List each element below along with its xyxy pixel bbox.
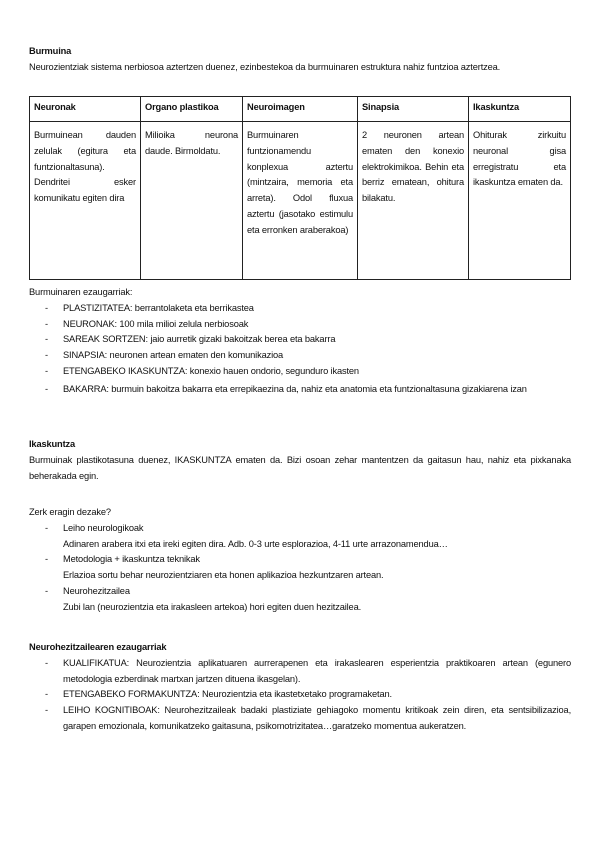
table-cell: Burmuinean dauden zelulak (egitura eta funtzionaltasuna). Dendritei esker komunikatu egiten dira [30, 122, 141, 280]
section-ezaugarriak [29, 285, 571, 398]
item-desc: Erlazioa sortu behar neurozientziaren eta honen aplikazioa hezkuntzaren artean. [63, 570, 384, 581]
item-label: - Neurohezitzailea [63, 585, 130, 596]
list-item: - SINAPSIA: neuronen artean ematen den komunikazioa [29, 348, 571, 364]
table-cell: 2 neuronen artean ematen den konexio elektrokimikoa. Behin eta berriz ematean, ohitura bilakatu. [358, 122, 469, 280]
table-cell: Ohiturak zirkuitu neuronal gisa erregistratu eta ikaskuntza ematen da. [469, 122, 571, 280]
list-item: - PLASTIZITATEA: berrantolaketa eta berrikastea [29, 301, 571, 317]
heading-zerk: Zerk eragin dezake? [29, 507, 111, 517]
item-desc: Adinaren arabera itxi eta ireki egiten dira. Adb. 0-3 urte esplorazioa, 4-11 urte arrazonamendua… [63, 538, 448, 549]
ezaugarriak-list [29, 301, 571, 398]
table-header: Neuronak [30, 97, 141, 122]
list-item: - SAREAK SORTZEN: jaio aurretik gizaki bakoitzak berea eta bakarra [29, 332, 571, 348]
table-header-row [30, 97, 571, 122]
zerk-list [29, 521, 571, 616]
table-header: Sinapsia [358, 97, 469, 122]
brain-table [29, 96, 571, 280]
list-item [29, 584, 571, 616]
list-item: - BAKARRA: burmuin bakoitza bakarra eta errepikaezina da, nahiz eta anatomia eta funtzionaltasuna gizakiarena izan [29, 382, 571, 398]
list-item: - ETENGABEKO IKASKUNTZA: konexio hauen ondorio, segunduro ikasten [29, 364, 571, 380]
table-row [30, 122, 571, 280]
list-item: - KUALIFIKATUA: Neurozientzia aplikatuaren aurrerapenen eta irakaslearen esperientzia praktikoaren artean (egunero metodologia ezberdinak martxan jartzen dituena ikasgelan). [29, 656, 571, 688]
list-item: - ETENGABEKO FORMAKUNTZA: Neurozientzia eta ikastetxetako programaketan. [29, 687, 571, 703]
table-header: Organo plastikoa [141, 97, 243, 122]
heading-burmuina: Burmuina [29, 46, 72, 56]
item-label: - Leiho neurologikoak [63, 522, 144, 533]
section-burmuina [29, 44, 571, 76]
table-header: Neuroimagen [243, 97, 358, 122]
heading-ezaugarriak: Burmuinaren ezaugarriak: [29, 287, 133, 297]
heading-ikaskuntza: Ikaskuntza [29, 439, 76, 449]
section-neurohezitzailea [29, 640, 571, 735]
list-item: - NEURONAK: 100 mila milioi zelula nerbiosoak [29, 317, 571, 333]
section-ikaskuntza [29, 437, 571, 484]
item-desc: Zubi lan (neurozientzia eta irakasleen artekoa) hori egiten duen hezitzailea. [63, 601, 362, 612]
table-header: Ikaskuntza [469, 97, 571, 122]
neurohez-list [29, 656, 571, 735]
list-item [29, 552, 571, 584]
item-label: - Metodologia + ikaskuntza teknikak [63, 554, 200, 565]
section-zerk [29, 505, 571, 616]
list-item [29, 521, 571, 553]
list-item: - LEIHO KOGNITIBOAK: Neurohezitzaileak badaki plastiziate gehiagoko momentu kritikoak zein diren, eta sentsibilizazioa, garapen emozionala, komunikatzeko gaitasuna, psikomotrizitatea…garatzeko momentua aukeratzen. [29, 703, 571, 735]
table-cell: Milioika neurona daude. Birmoldatu. [141, 122, 243, 280]
ikaskuntza-paragraph: Burmuinak plastikotasuna duenez, IKASKUNTZA ematen da. Bizi osoan zehar mantentzen da gaitasun hau, nahiz eta pixkanaka beherakada egin. [29, 454, 571, 481]
intro-paragraph: Neurozientziak sistema nerbiosoa aztertzen duenez, ezinbestekoa da burmuinaren estruktura nahiz funtzioa aztertzea. [29, 61, 501, 72]
heading-neurohezitzailea: Neurohezitzailearen ezaugarriak [29, 642, 167, 652]
table-cell: Burmuinaren funtzionamendu konplexua aztertu (mintzaira, memoria eta arreta). Odol fluxua aztertu (jasotako estimulu eta erronken araberakoa) [243, 122, 358, 280]
